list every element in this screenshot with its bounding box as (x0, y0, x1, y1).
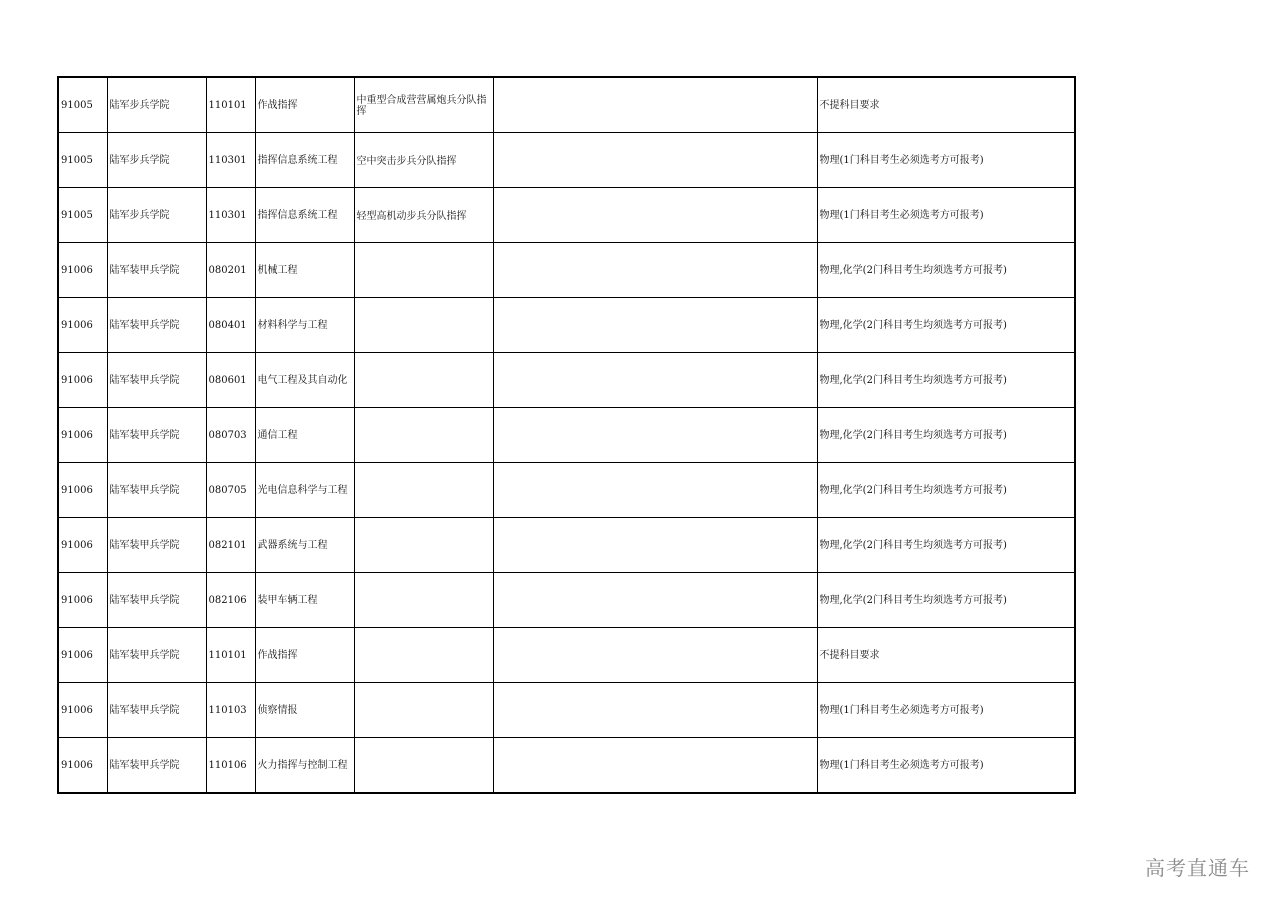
school-code-cell: 91006 (58, 243, 107, 298)
major-direction-cell (354, 518, 493, 573)
subject-requirement-cell: 物理(1门科目考生必须选考方可报考) (817, 133, 1075, 188)
table-row (58, 683, 1075, 738)
major-name-cell: 装甲车辆工程 (255, 573, 354, 628)
school-name-cell: 陆军装甲兵学院 (107, 408, 206, 463)
table-row (58, 463, 1075, 518)
school-name-cell: 陆军步兵学院 (107, 133, 206, 188)
major-name-cell: 侦察情报 (255, 683, 354, 738)
school-name-cell: 陆军装甲兵学院 (107, 518, 206, 573)
school-name-cell: 陆军装甲兵学院 (107, 298, 206, 353)
major-code-cell: 080601 (206, 353, 255, 408)
subject-requirement-cell: 物理,化学(2门科目考生均须选考方可报考) (817, 518, 1075, 573)
subject-requirement-cell: 物理,化学(2门科目考生均须选考方可报考) (817, 298, 1075, 353)
subject-requirement-cell: 物理,化学(2门科目考生均须选考方可报考) (817, 573, 1075, 628)
major-direction-cell: 空中突击步兵分队指挥 (354, 133, 493, 188)
school-name-cell: 陆军装甲兵学院 (107, 573, 206, 628)
school-code-cell: 91006 (58, 573, 107, 628)
note-cell (493, 518, 817, 573)
major-direction-cell (354, 463, 493, 518)
major-code-cell: 082106 (206, 573, 255, 628)
subject-requirement-cell: 物理,化学(2门科目考生均须选考方可报考) (817, 408, 1075, 463)
school-code-cell: 91005 (58, 188, 107, 243)
school-code-cell: 91006 (58, 298, 107, 353)
school-code-cell: 91006 (58, 518, 107, 573)
major-direction-cell: 轻型高机动步兵分队指挥 (354, 188, 493, 243)
table-row (58, 738, 1075, 794)
table-body (58, 77, 1075, 793)
note-cell (493, 77, 817, 133)
school-code-cell: 91006 (58, 408, 107, 463)
major-name-cell: 光电信息科学与工程 (255, 463, 354, 518)
major-code-cell: 110103 (206, 683, 255, 738)
table-row (58, 77, 1075, 133)
major-name-cell: 电气工程及其自动化 (255, 353, 354, 408)
note-cell (493, 243, 817, 298)
note-cell (493, 738, 817, 794)
table-row (58, 408, 1075, 463)
major-code-cell: 080705 (206, 463, 255, 518)
table-row (58, 628, 1075, 683)
major-code-cell: 080201 (206, 243, 255, 298)
school-name-cell: 陆军装甲兵学院 (107, 683, 206, 738)
major-direction-cell (354, 573, 493, 628)
table-row (58, 353, 1075, 408)
major-name-cell: 武器系统与工程 (255, 518, 354, 573)
note-cell (493, 133, 817, 188)
major-code-cell: 110101 (206, 628, 255, 683)
major-code-cell: 080703 (206, 408, 255, 463)
table-row (58, 518, 1075, 573)
note-cell (493, 573, 817, 628)
school-name-cell: 陆军装甲兵学院 (107, 353, 206, 408)
school-name-cell: 陆军装甲兵学院 (107, 243, 206, 298)
note-cell (493, 408, 817, 463)
table-row (58, 133, 1075, 188)
table-row (58, 243, 1075, 298)
note-cell (493, 463, 817, 518)
school-code-cell: 91006 (58, 463, 107, 518)
school-name-cell: 陆军步兵学院 (107, 188, 206, 243)
school-name-cell: 陆军步兵学院 (107, 77, 206, 133)
school-name-cell: 陆军装甲兵学院 (107, 738, 206, 794)
table-row (58, 298, 1075, 353)
subject-requirement-cell: 物理,化学(2门科目考生均须选考方可报考) (817, 353, 1075, 408)
major-name-cell: 作战指挥 (255, 77, 354, 133)
major-code-cell: 110101 (206, 77, 255, 133)
table-row (58, 573, 1075, 628)
school-name-cell: 陆军装甲兵学院 (107, 463, 206, 518)
table-row (58, 188, 1075, 243)
school-name-cell: 陆军装甲兵学院 (107, 628, 206, 683)
school-code-cell: 91006 (58, 353, 107, 408)
subject-requirement-cell: 物理,化学(2门科目考生均须选考方可报考) (817, 243, 1075, 298)
major-name-cell: 火力指挥与控制工程 (255, 738, 354, 794)
major-direction-cell (354, 353, 493, 408)
note-cell (493, 188, 817, 243)
major-direction-cell (354, 298, 493, 353)
major-direction-cell (354, 408, 493, 463)
major-name-cell: 指挥信息系统工程 (255, 133, 354, 188)
subject-requirement-cell: 不提科目要求 (817, 628, 1075, 683)
major-direction-cell (354, 628, 493, 683)
major-code-cell: 110106 (206, 738, 255, 794)
major-direction-cell (354, 683, 493, 738)
note-cell (493, 353, 817, 408)
major-direction-cell: 中重型合成营营属炮兵分队指挥 (354, 77, 493, 133)
major-code-cell: 110301 (206, 133, 255, 188)
school-code-cell: 91005 (58, 133, 107, 188)
subject-requirement-cell: 不提科目要求 (817, 77, 1075, 133)
school-code-cell: 91006 (58, 683, 107, 738)
major-direction-cell (354, 738, 493, 794)
major-code-cell: 110301 (206, 188, 255, 243)
note-cell (493, 298, 817, 353)
subject-requirement-cell: 物理(1门科目考生必须选考方可报考) (817, 683, 1075, 738)
major-name-cell: 机械工程 (255, 243, 354, 298)
school-code-cell: 91006 (58, 628, 107, 683)
major-name-cell: 通信工程 (255, 408, 354, 463)
major-name-cell: 指挥信息系统工程 (255, 188, 354, 243)
major-name-cell: 材料科学与工程 (255, 298, 354, 353)
watermark-text: 高考直通车 (1145, 856, 1250, 880)
subject-requirement-cell: 物理(1门科目考生必须选考方可报考) (817, 188, 1075, 243)
note-cell (493, 683, 817, 738)
admissions-table (57, 76, 1076, 794)
school-code-cell: 91006 (58, 738, 107, 794)
major-code-cell: 082101 (206, 518, 255, 573)
major-direction-cell (354, 243, 493, 298)
subject-requirement-cell: 物理(1门科目考生必须选考方可报考) (817, 738, 1075, 794)
note-cell (493, 628, 817, 683)
subject-requirement-cell: 物理,化学(2门科目考生均须选考方可报考) (817, 463, 1075, 518)
major-name-cell: 作战指挥 (255, 628, 354, 683)
major-code-cell: 080401 (206, 298, 255, 353)
school-code-cell: 91005 (58, 77, 107, 133)
